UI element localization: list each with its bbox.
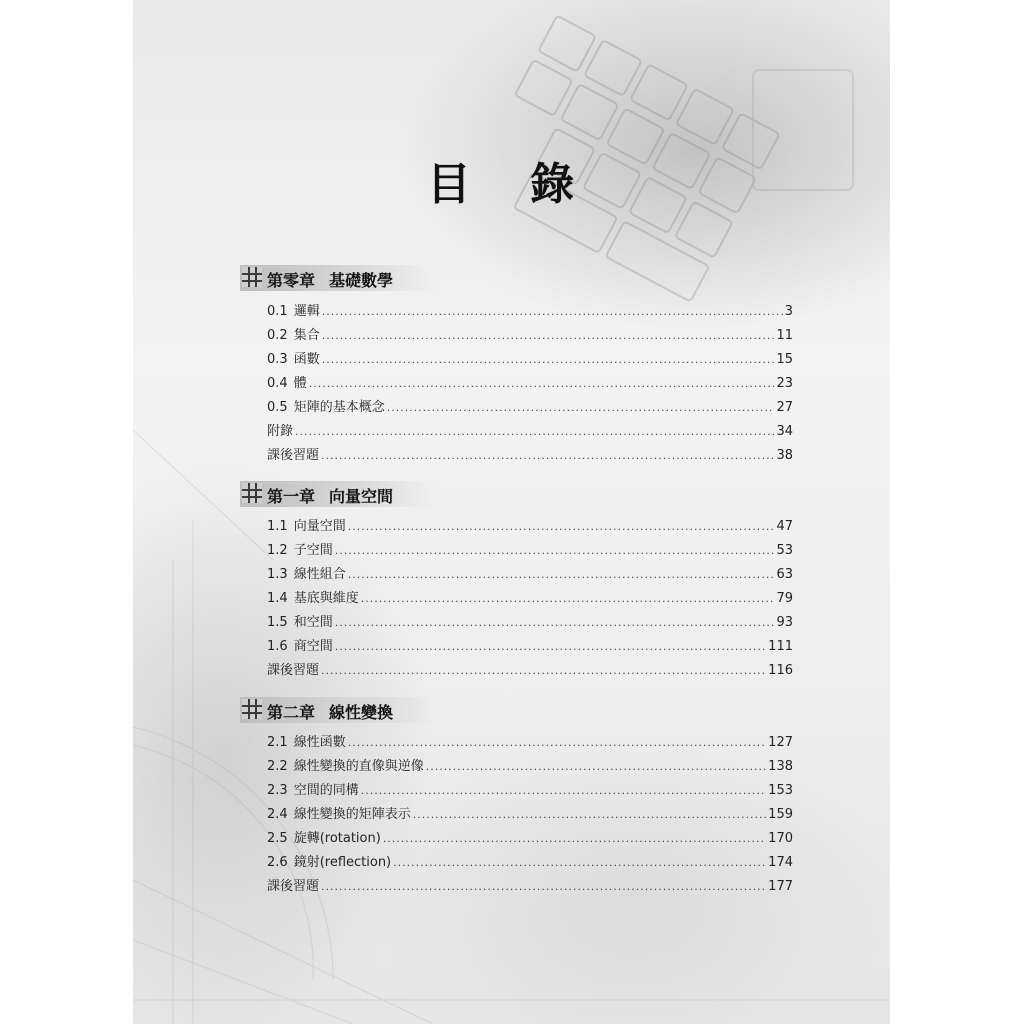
dot-leader	[322, 329, 775, 342]
entry-page: 159	[768, 807, 793, 822]
toc-entry[interactable]	[267, 803, 793, 827]
entry-page: 34	[776, 424, 793, 439]
chapter-label: 第一章	[267, 487, 316, 506]
dot-leader	[383, 832, 766, 845]
entry-number: 1.4	[267, 591, 288, 606]
dot-leader	[348, 568, 775, 581]
dot-leader	[361, 784, 766, 797]
entry-title: 空間的同構	[293, 783, 359, 798]
dot-leader	[309, 377, 775, 390]
entry-page: 47	[776, 519, 793, 534]
toc-entry[interactable]	[267, 420, 793, 444]
entry-number: 2.2	[267, 759, 288, 774]
entry-title: 商空間	[293, 639, 333, 654]
entry-number: 2.6	[267, 855, 288, 870]
dot-leader	[348, 520, 775, 533]
toc-entry[interactable]	[267, 444, 793, 468]
dot-leader	[413, 808, 766, 821]
toc-entry[interactable]	[267, 611, 793, 635]
entry-title: 基底與維度	[293, 591, 359, 606]
entry-title: 附錄	[267, 424, 294, 439]
grid-icon	[242, 699, 262, 719]
entry-title: 向量空間	[293, 519, 346, 534]
toc-entry[interactable]	[267, 779, 793, 803]
entry-title: 線性變換的矩陣表示	[293, 807, 411, 822]
chapter-title	[267, 700, 393, 723]
entry-page: 174	[768, 855, 793, 870]
entry-page: 111	[768, 639, 793, 654]
entry-title: 旋轉(rotation)	[293, 831, 381, 846]
toc-list	[267, 731, 793, 899]
entry-number: 2.1	[267, 735, 288, 750]
entry-title: 矩陣的基本概念	[293, 400, 385, 415]
toc-entry[interactable]	[267, 348, 793, 372]
grid-icon	[242, 267, 262, 287]
dot-leader	[335, 616, 775, 629]
chapter-label: 第零章	[267, 271, 316, 290]
entry-title: 課後習題	[267, 879, 320, 894]
entry-number: 1.2	[267, 543, 288, 558]
entry-number: 2.3	[267, 783, 288, 798]
entry-page: 11	[776, 328, 793, 343]
toc-entry[interactable]	[267, 300, 793, 324]
entry-page: 23	[776, 376, 793, 391]
chapter-title	[267, 268, 393, 291]
entry-title: 課後習題	[267, 663, 320, 678]
toc-entry[interactable]	[267, 875, 793, 899]
entry-page: 177	[768, 879, 793, 894]
entry-page: 15	[776, 352, 793, 367]
entry-title: 鏡射(reflection)	[293, 855, 392, 870]
dot-leader	[322, 305, 783, 318]
entry-number: 2.5	[267, 831, 288, 846]
chapter-heading	[240, 481, 436, 507]
toc-entry[interactable]	[267, 324, 793, 348]
toc-entry[interactable]	[267, 635, 793, 659]
entry-title: 和空間	[293, 615, 333, 630]
chapter-title	[267, 484, 393, 507]
chapter-label: 第二章	[267, 703, 316, 722]
toc-entry[interactable]	[267, 396, 793, 420]
dot-leader	[393, 856, 766, 869]
dot-leader	[295, 425, 774, 438]
entry-title: 線性函數	[293, 735, 346, 750]
entry-title: 課後習題	[267, 448, 320, 463]
entry-page: 63	[776, 567, 793, 582]
entry-page: 170	[768, 831, 793, 846]
entry-number: 0.5	[267, 400, 288, 415]
entry-title: 線性組合	[293, 567, 346, 582]
toc-entry[interactable]	[267, 515, 793, 539]
entry-title: 子空間	[293, 543, 333, 558]
chapter-heading	[240, 697, 436, 723]
document-page	[133, 0, 890, 1024]
entry-number: 1.1	[267, 519, 288, 534]
entry-page: 93	[776, 615, 793, 630]
toc-list	[267, 300, 793, 468]
toc-entry[interactable]	[267, 851, 793, 875]
entry-number: 0.3	[267, 352, 288, 367]
entry-title: 集合	[293, 328, 320, 343]
entry-page: 27	[776, 400, 793, 415]
dot-leader	[335, 640, 766, 653]
dot-leader	[348, 736, 766, 749]
toc-entry[interactable]	[267, 372, 793, 396]
toc-list	[267, 515, 793, 683]
dot-leader	[321, 664, 766, 677]
entry-number: 1.5	[267, 615, 288, 630]
entry-page: 153	[768, 783, 793, 798]
dot-leader	[426, 760, 766, 773]
entry-number: 2.4	[267, 807, 288, 822]
toc-entry[interactable]	[267, 659, 793, 683]
entry-number: 1.6	[267, 639, 288, 654]
entry-number: 0.4	[267, 376, 288, 391]
chapter-name: 線性變換	[329, 703, 394, 722]
dot-leader	[361, 592, 775, 605]
dot-leader	[387, 401, 775, 414]
entry-number: 0.1	[267, 304, 288, 319]
toc-entry[interactable]	[267, 731, 793, 755]
entry-page: 53	[776, 543, 793, 558]
dot-leader	[322, 353, 775, 366]
toc-entry[interactable]	[267, 563, 793, 587]
toc-entry[interactable]	[267, 755, 793, 779]
dot-leader	[321, 449, 774, 462]
chapter-heading	[240, 265, 436, 291]
entry-page: 3	[784, 304, 793, 319]
chapter-name: 基礎數學	[329, 271, 394, 290]
toc-entry[interactable]	[267, 827, 793, 851]
dot-leader	[321, 880, 766, 893]
entry-title: 邏輯	[293, 304, 320, 319]
entry-page: 116	[768, 663, 793, 678]
entry-title: 體	[293, 376, 307, 391]
page-title: 目 錄	[426, 159, 597, 210]
entry-page: 38	[776, 448, 793, 463]
entry-number: 0.2	[267, 328, 288, 343]
entry-page: 138	[768, 759, 793, 774]
grid-icon	[242, 483, 262, 503]
entry-title: 函數	[293, 352, 320, 367]
entry-number: 1.3	[267, 567, 288, 582]
dot-leader	[335, 544, 775, 557]
toc-entry[interactable]	[267, 587, 793, 611]
entry-page: 127	[768, 735, 793, 750]
entry-title: 線性變換的直像與逆像	[293, 759, 424, 774]
entry-page: 79	[776, 591, 793, 606]
toc-entry[interactable]	[267, 539, 793, 563]
chapter-name: 向量空間	[329, 487, 394, 506]
